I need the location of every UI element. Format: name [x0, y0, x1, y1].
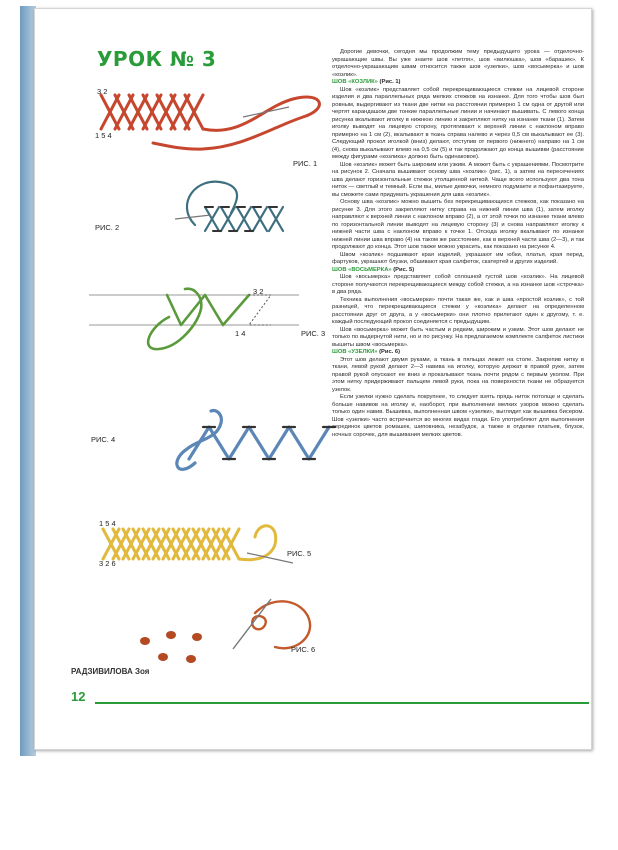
lesson-title: УРОК № 3 — [97, 47, 217, 71]
paragraph: Техника выполнения «восьмерки» почти такая же, как и шва «простой козлик», с той разницей, что перекрещивающиеся стежки у «козлика» делают на определенном расстоянии друг от друга, а у «восьмерки» они плотно прилегают один к другому, т. е. каждый последующий прокол соединяется с предыдущим. — [332, 296, 584, 325]
paragraph: Шов «козлик» представляет собой перекрещивающиеся стежки на лицевой стороне изделия и два параллельных ряда мелких стежков на изнанке. Для того чтобы шов был ровным, выдергивают из ткани две нитки на расстоянии примерно 1 см одна от другой или чертят карандашом две тонкие параллельные линии и начинают вышивать. С левого конца рисунка вкалывают иголку в нижнюю линию и закрепляют нитку на изнанке ткани (1). Затем иголку выводят на лицевую сторону, протягивают к верхней линии с наклоном вправо примерно на 1 см (2), вкалывают в ткань справа налево и через 0,5 см выкалывают ее (3). Следующий прокол иголкой (вниз) делают, отступив от первого (нижнего) направо на 1 см (4), снова выкалывают влево на 0,5 см (5) и так продолжают до конца вышивки (расстояние между фигурами «козлика» должно быть одинаковое). — [332, 86, 584, 160]
figure-2-decorated-herringbone — [155, 175, 335, 250]
author-credit: РАДЗИВИЛОВА Зоя — [71, 667, 150, 676]
heading-figure-ref: (Рис. 6) — [379, 349, 401, 355]
figure-6-french-knots — [125, 583, 325, 671]
heading-figure-ref: (Рис. 5) — [393, 266, 415, 273]
heading-figure-ref: (Рис. 1) — [379, 79, 401, 85]
figure-label-1: РИС. 1 — [293, 159, 318, 168]
heading-text: ШОВ «ВОСЬМЕРКА» — [332, 266, 392, 273]
stitch-numbers-1-top: 3 2 — [97, 87, 108, 96]
paragraph: Шов «восьмерка» представляет собой сплошной густой шов «козлик». На лицевой стороне получаются перекрещивающиеся между собой стежки, а на изнанке шов «строчка» в два ряда. — [332, 274, 584, 295]
page-number: 12 — [71, 689, 86, 704]
paragraph: Основу шва «козлик» можно вышить без перекрещивающихся стежков, как показано на рисунке 3. Для этого закрепляют нитку справа на нижней линии шва (1), затем иголку направляют к верхней линии с наклоном вправо (2), а от этой точки по изнанке ткани влево по горизонтальной линии выводят на лицевую сторону (3) и снова направляют иголку к нижней части шва с наклоном вправо к точке 1. Отсюда иголку вкалывают по изнанке нижней линии шва вправо (4) на таком же расстояние, как в верхней части шва (2—3), и так продолжают до конца. Этот шов также можно украсить, как показано на рисунке 4. — [332, 199, 584, 250]
paragraph: Этот шов делают двумя руками, а ткань в пяльцах лежит на столе. Закрепив нитку в ткани, левой рукой делают 2—3 навива на иголку, которую держат в правой руке, затем правой рукой опускают ее вниз и прокалывают ткань почти рядом с первым уколом. При этом нитку придерживают пальцем левой руки, пока на поверхности ткани не образуется узелок. — [332, 356, 584, 393]
figure-label-4: РИС. 4 — [91, 435, 116, 444]
paragraph: Если узелки нужно сделать покрупнее, то следует взять прядь ниток потолще и сделать больше навивов на иголку и, наоборот, при выполнении мелких узоров можно сделать только один навив. Вышивка, выполненная швом «узелки», выглядит как вышивка бисером. Шов «узелки» часто встречается во многих видах глади. Его употребляют для выполнения серединок цветов ромашек, шиповника, незабудок, а также в отделке платьев, блузок, ночных сорочек, для вышивания мелких цветов. — [332, 394, 584, 438]
heading-text: ШОВ «УЗЕЛКИ» — [332, 349, 378, 355]
figure-4-decorated-zigzag — [159, 399, 349, 484]
intro-paragraph: Дорогие девочки, сегодня мы продолжим тему предыдущего урока — отделочно-украшающие швы. Вы уже знаете шов «петля», шов «вилюшка», шов «барашек». К отделочно-украшающим швам относится также шов «узелки», шов «восьмерка» и шов «козлик». — [332, 49, 584, 78]
stitch-numbers-5-top: 1 5 4 — [99, 519, 116, 528]
stitch-numbers-5-bottom: 3 2 6 — [99, 559, 116, 568]
stitch-numbers-3-bottom: 1 4 — [235, 329, 246, 338]
figure-label-3: РИС. 3 — [301, 329, 326, 338]
stitch-numbers-1-bottom: 1 5 4 — [95, 131, 112, 140]
heading-text: ШОВ «КОЗЛИК» — [332, 79, 378, 85]
stitch-numbers-3-top: 3 2 — [253, 287, 264, 296]
section-heading-vosmerka — [332, 267, 584, 275]
paragraph: Швом «козлик» подшивают края изделий, украшают им юбки, платья, края перед, фартуков, украшают блузки, обшивают края салфеток, скатертей и других изделий. — [332, 251, 584, 265]
paragraph: Шов «козлик» может быть широким или узким. А может быть с украшениями. Посмотрите на рисунок 2. Сначала вышивают основу шва «козлик» (рис. 1), а затем на пересечениях шва делают горизонтальные стежки утолщенной ниткой. Чаще всего используют два тона ниток — светлый и темный. Если вы, милые девочки, немного подумаете и пофантазируете, вы сможете сами придумать украшения для шва «козлик». — [332, 161, 584, 198]
footer-divider — [95, 702, 589, 704]
figure-1-cross-stitch — [93, 87, 333, 167]
paragraph: Шов «восьмерка» может быть частым и редким, широким и узким. Этот шов делают не только по выдернутой нити, но и по рисунку. На предлагаемом комплекте салфеток листики вышиты швом «восьмерка». — [332, 326, 584, 348]
figure-3-open-herringbone — [89, 277, 309, 357]
figure-label-5: РИС. 5 — [287, 549, 312, 558]
section-heading-uzelki — [332, 349, 584, 357]
section-heading-kozlik — [332, 79, 584, 87]
figure-label-6: РИС. 6 — [291, 645, 316, 654]
article-text — [332, 49, 584, 649]
magazine-page — [34, 8, 592, 750]
figure-label-2: РИС. 2 — [95, 223, 120, 232]
